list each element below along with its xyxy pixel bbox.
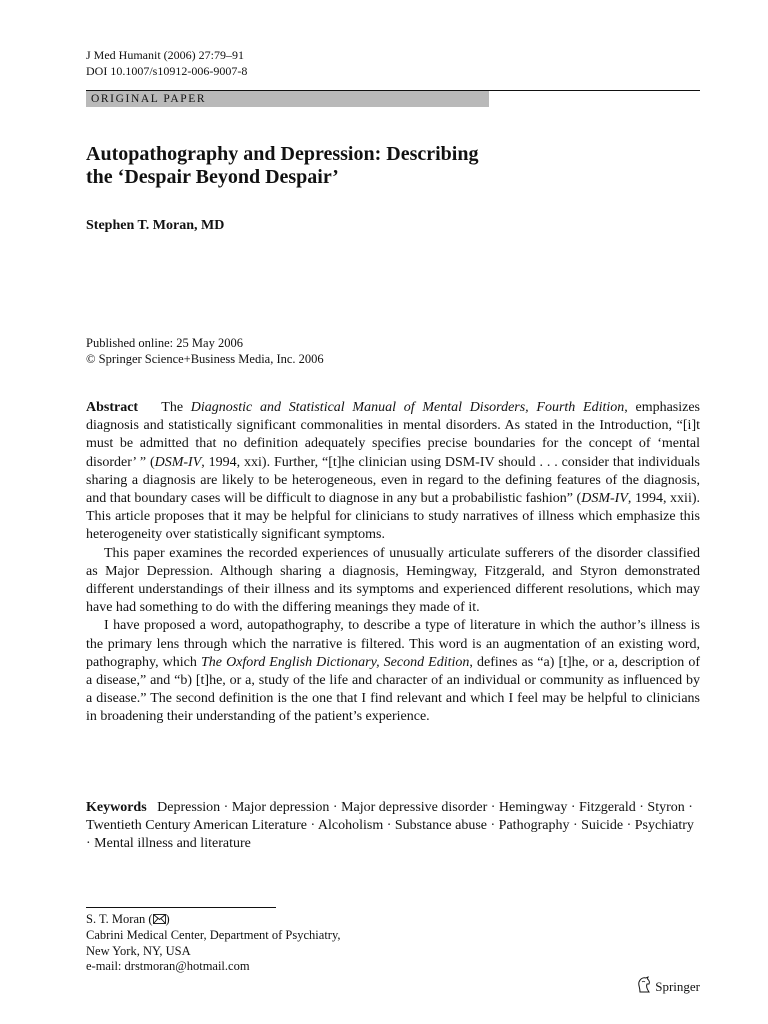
journal-citation: J Med Humanit (2006) 27:79–91 [86,48,244,62]
springer-horse-icon [636,976,651,997]
abstract-text-italic: Diagnostic and Statistical Manual of Mental Disorders, Fourth Edition [190,400,625,415]
abstract-text: The [161,400,191,415]
abstract-text: , 1994, xxii). This article proposes that it may be helpful for clinicians to study narratives of illness which emphasize this heterogeneity over statistically significant symptoms. [86,491,700,543]
publication-info [86,335,324,367]
publisher-name: Springer [655,978,700,994]
affiliation-email: e-mail: drstmoran@hotmail.com [86,958,250,973]
affiliation-name-close: ) [165,912,170,926]
published-date: Published online: 25 May 2006 [86,336,243,350]
abstract-text: I have proposed a word, autopathography, to describe a type of literature in which the author’s illness is the primary lens through which the narrative is filtered. This word is an augmentation of an existing word, pathography, which [86,618,700,670]
abstract-text-italic: The Oxford English Dictionary, Second Edition [200,654,470,670]
envelope-icon [153,913,166,928]
article-title [86,143,646,189]
abstract-label: Abstract [86,400,139,415]
keywords-paragraph [86,799,700,854]
keywords-list: Depression · Major depression · Major depressive disorder · Hemingway · Fitzgerald · Styron · Twentieth Century American Literature · Alcoholism · Substance abuse · Pathography · Suicide · Psychiatry · Mental illness and literature [86,800,694,852]
abstract-paragraph-1 [86,399,700,545]
abstract-text: , emphasizes diagnosis and statistically significant commonalities in mental disorders. As stated in the Introduction, “[i]t must be admitted that no definition adequately specifies precise boundaries for the concept of ‘mental disorder’ ” ( [86,400,701,470]
footnote-rule [86,907,276,908]
doi: DOI 10.1007/s10912-006-9007-8 [86,64,248,78]
affiliation-name-line [86,912,341,928]
abstract-paragraph-2: This paper examines the recorded experiences of unusually articulate sufferers of the disorder classified as Major Depression. Although sharing a diagnosis, Hemingway, Fitzgerald, and Styron demonstrated different understandings of their illness and its symptoms and experienced different resolutions, which may have had something to do with the differing meanings they made of it. [86,545,700,616]
affiliation-name: S. T. Moran ( [86,912,153,926]
copyright: © Springer Science+Business Media, Inc. 2006 [86,352,324,366]
affiliation-city: New York, NY, USA [86,943,191,958]
title-line-1: Autopathography and Depression: Describing [86,143,479,165]
abstract-text-italic: DSM-IV [154,454,202,470]
title-line-2: the ‘Despair Beyond Despair’ [86,166,339,188]
section-label: ORIGINAL PAPER [86,91,489,107]
author-affiliation [86,912,341,974]
publisher-logo [636,976,700,997]
affiliation-institution: Cabrini Medical Center, Department of Psychiatry, [86,928,341,943]
keywords-label: Keywords [86,800,147,815]
abstract-text: , 1994, xxi). Further, “[t]he clinician using DSM-IV should . . . consider that individuals sharing a diagnosis are likely to be heterogeneous, even in regard to the defining features of the diagnosis, and that boundary cases will be difficult to diagnose in any but a probabilistic fashion” ( [86,454,700,507]
keywords [86,799,700,854]
abstract-text: , defines as “a) [t]he, or a, description of a disease,” and “b) [t]he, or a, study of the life and character of an individual or community as influenced by a disease.” The second definition is the one that I find relevant and which I feel may be helpful to clinicians in broadening their understanding of the patient’s experience. [86,654,701,725]
author-name: Stephen T. Moran, MD [86,218,225,233]
abstract [86,399,700,727]
abstract-paragraph-3 [86,617,700,726]
abstract-text-italic: DSM-IV [581,491,628,507]
